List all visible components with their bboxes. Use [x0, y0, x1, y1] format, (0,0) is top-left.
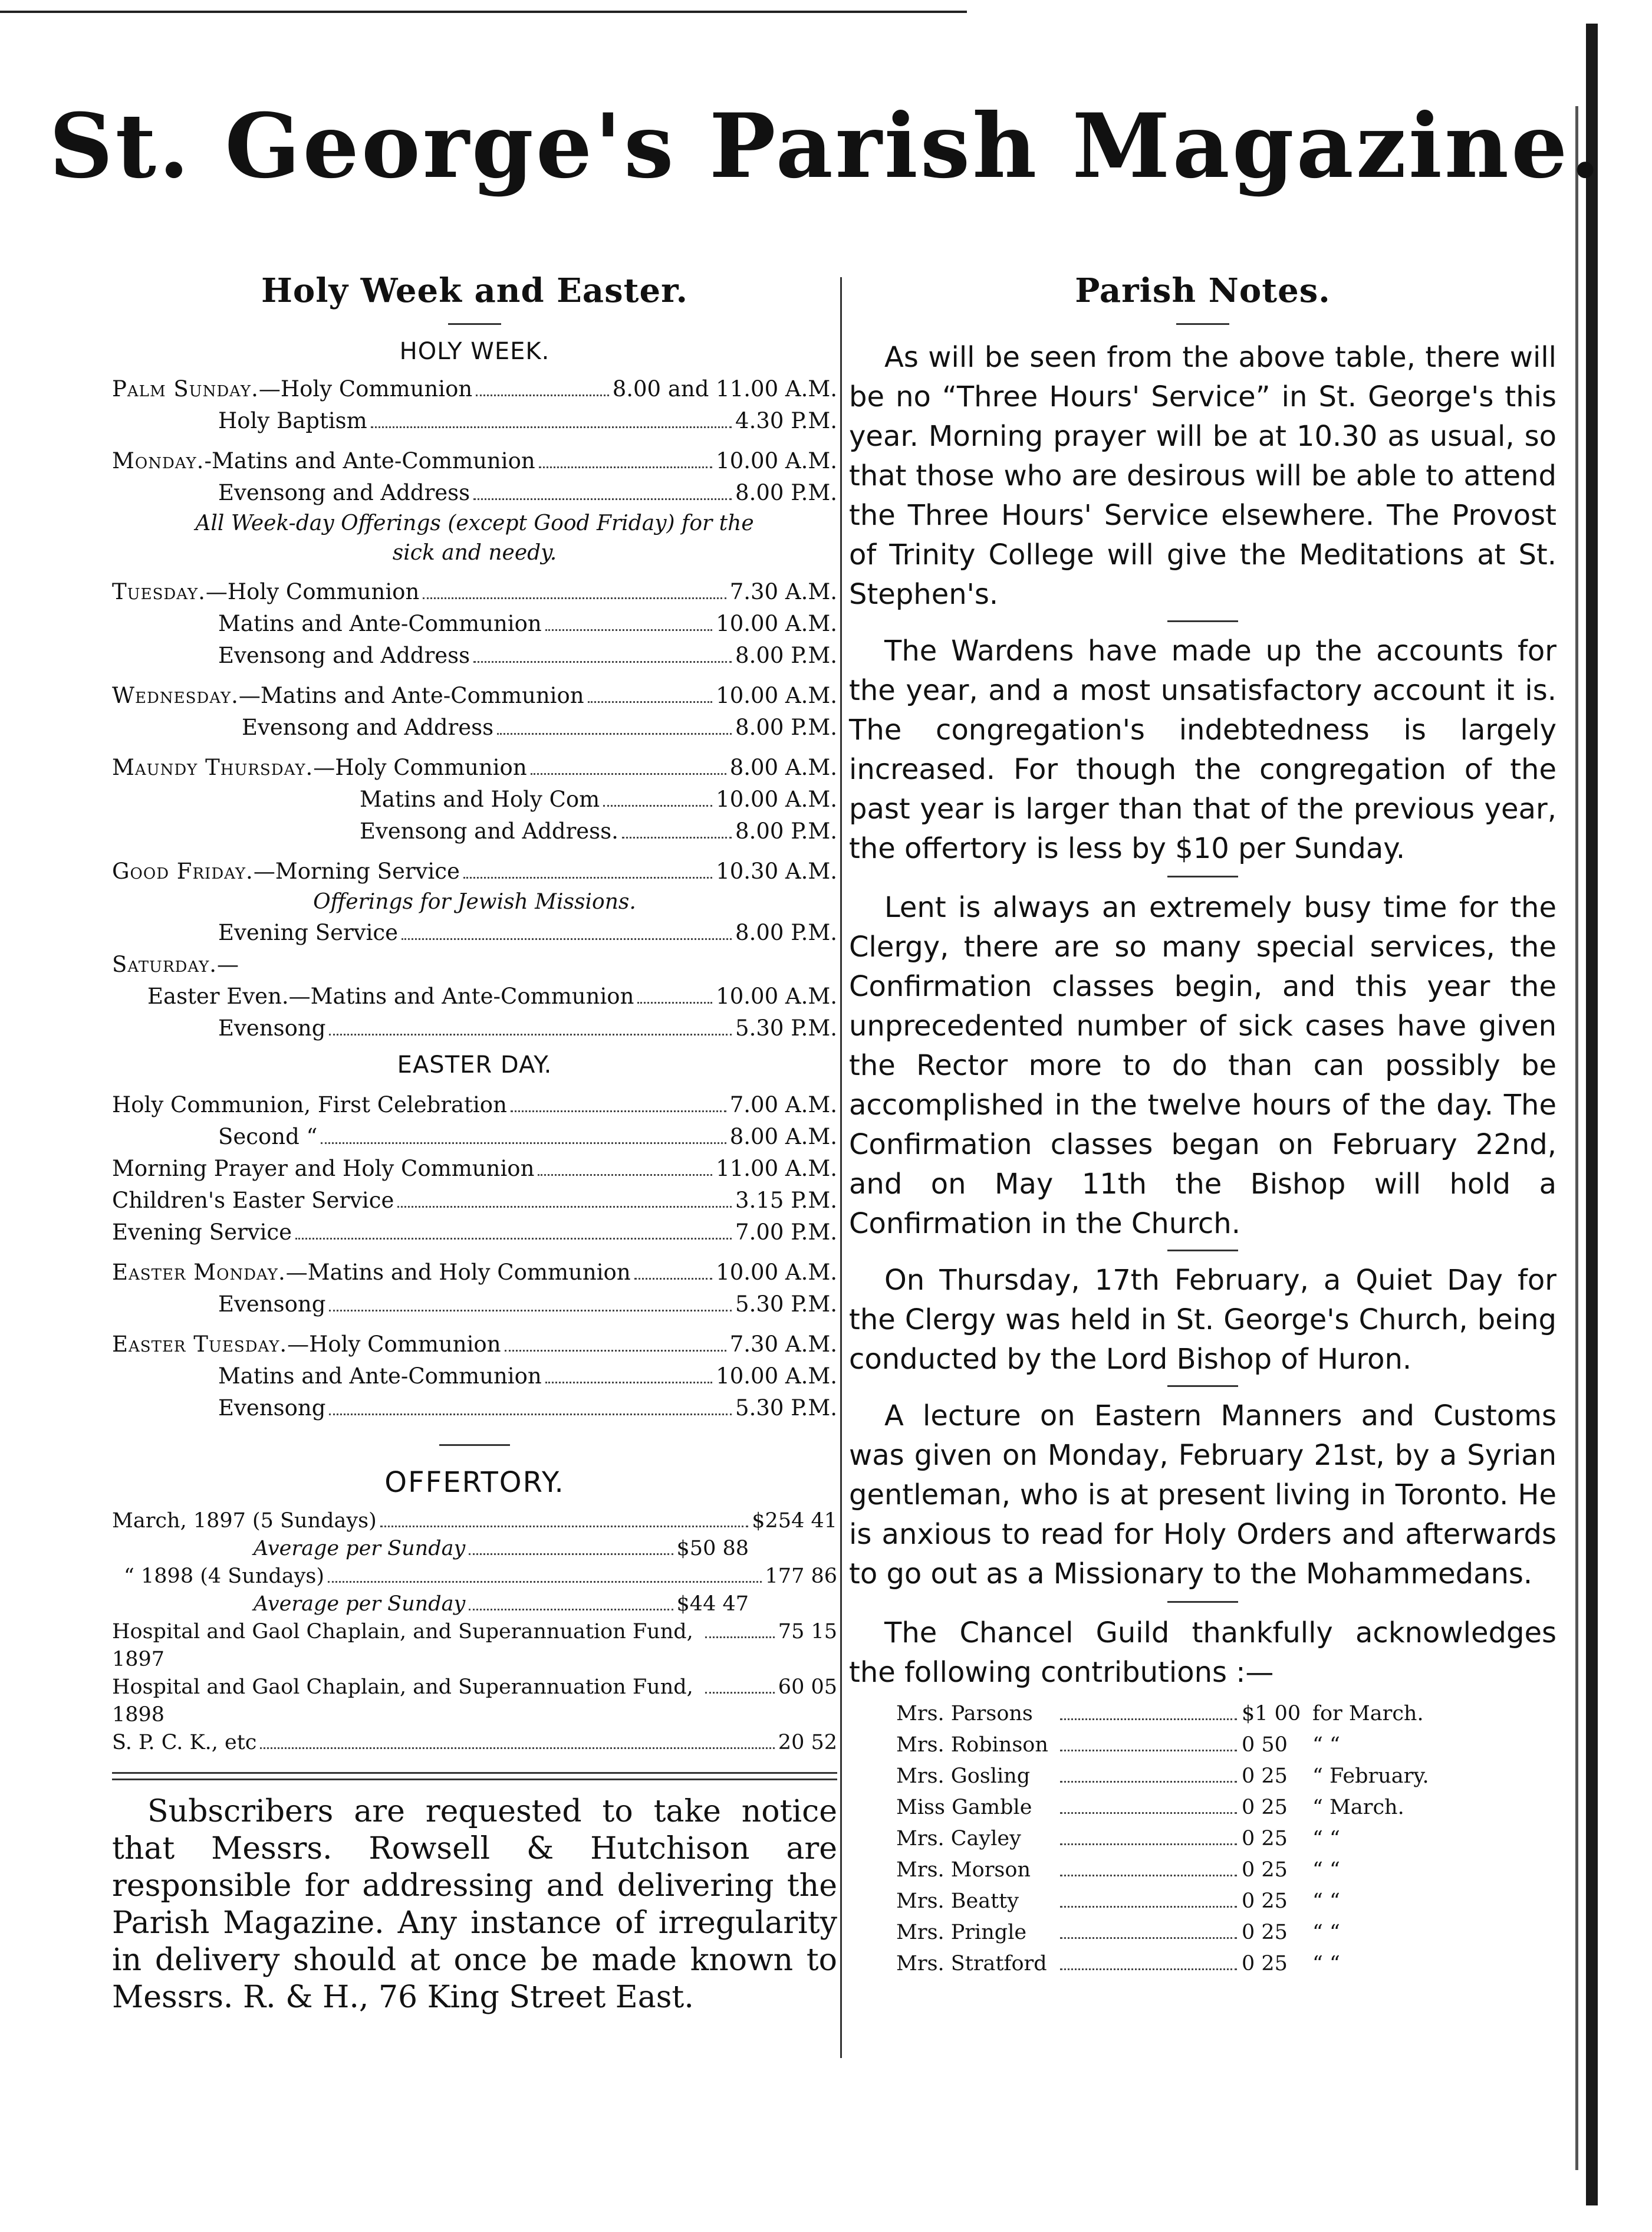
contribution-amount: 0 25 [1242, 1827, 1288, 1850]
leader-dots [476, 395, 608, 396]
rule [1176, 323, 1229, 325]
contribution-amount: 0 25 [1242, 1858, 1288, 1882]
schedule-row [112, 1153, 837, 1185]
leader-dots [505, 1350, 726, 1352]
contribution-row [896, 1823, 1556, 1855]
rule [1167, 876, 1238, 877]
leader-dots [1060, 1906, 1237, 1908]
service-time: 8.00 P.M. [735, 715, 837, 740]
double-rule [112, 1772, 837, 1780]
leader-dots [329, 1310, 732, 1311]
schedule-row [112, 1185, 837, 1217]
offertory-item: Average per Sunday [254, 1537, 466, 1560]
service-name: —Holy Communion [287, 1332, 501, 1357]
service-name: Morning Prayer and Holy Communion [112, 1156, 535, 1181]
leader-dots [1060, 1937, 1237, 1939]
leader-dots [329, 1414, 732, 1415]
day-label: Monday. [112, 448, 205, 474]
leader-dots [321, 1142, 726, 1144]
offertory-item: Hospital and Gaol Chaplain, and Superannuation Fund, 1898 [112, 1675, 693, 1727]
service-time: 10.30 A.M. [716, 859, 837, 884]
offertory-table [112, 1507, 837, 1757]
leader-dots [423, 597, 726, 599]
service-name: —Matins and Ante-Communion [238, 683, 584, 708]
leader-dots [1060, 1812, 1237, 1814]
leader-dots [497, 733, 732, 735]
schedule-row [112, 712, 837, 744]
service-time: 8.00 P.M. [735, 920, 837, 945]
offertory-amount: $254 41 [752, 1509, 837, 1533]
rule [1167, 1250, 1238, 1251]
leader-dots [1060, 1875, 1237, 1876]
contributor-name: Mrs. Robinson [896, 1733, 1048, 1757]
contribution-row [896, 1886, 1556, 1917]
leader-dots [402, 938, 732, 940]
offertory-row [112, 1563, 837, 1590]
contribution-row [896, 1761, 1556, 1792]
right-column [849, 271, 1556, 1980]
schedule-row [112, 1121, 837, 1153]
schedule-row [112, 1288, 837, 1320]
day-label: Maundy Thursday. [112, 755, 314, 780]
offertory-item: S. P. C. K., etc [112, 1731, 257, 1754]
leader-dots [473, 498, 732, 500]
contribution-amount: 0 25 [1242, 1796, 1288, 1819]
service-time: 8.00 A.M. [729, 755, 837, 780]
service-name: Matins and Ante-Communion [218, 1363, 542, 1389]
service-time: 8.00 A.M. [729, 1124, 837, 1149]
service-time: 10.00 A.M. [716, 1363, 837, 1389]
service-time: 8.00 P.M. [735, 480, 837, 505]
easter-day-title: EASTER DAY. [397, 1051, 552, 1079]
service-time: 11.00 A.M. [716, 1156, 837, 1181]
offertory-amount: $50 88 [676, 1537, 749, 1560]
service-name: Evensong [218, 1015, 326, 1041]
contributor-name: Mrs. Stratford [896, 1952, 1047, 1975]
schedule-row [112, 477, 837, 509]
contributor-name: Mrs. Pringle [896, 1921, 1027, 1944]
page-edge-line [1575, 106, 1578, 2170]
service-time: 8.00 and 11.00 A.M. [612, 376, 837, 402]
day-label: Good Friday. [112, 859, 254, 884]
leader-dots [1060, 1843, 1237, 1845]
service-name: Easter Even.—Matins and Ante-Communion [147, 984, 634, 1009]
service-time: 10.00 A.M. [716, 1260, 837, 1285]
service-name: Holy Baptism [218, 408, 367, 433]
jewish-missions-note: Offerings for Jewish Missions. [313, 890, 636, 914]
contribution-for: “ “ [1312, 1858, 1340, 1882]
schedule-row [112, 1329, 837, 1360]
schedule-row [112, 1392, 837, 1424]
note-paragraph: The Chancel Guild thankfully acknowledges the following contributions :— [849, 1616, 1556, 1689]
leader-dots [469, 1553, 673, 1555]
contribution-for: “ “ [1312, 1921, 1340, 1944]
contribution-row [896, 1948, 1556, 1980]
contributor-name: Miss Gamble [896, 1796, 1032, 1819]
offertory-row [112, 1729, 837, 1757]
schedule-row [112, 784, 837, 816]
contributor-name: Mrs. Morson [896, 1858, 1031, 1882]
offertory-title: OFFERTORY. [384, 1466, 565, 1499]
day-label: Saturday.— [112, 952, 240, 977]
leader-dots [1060, 1968, 1237, 1970]
service-name: Evening Service [112, 1219, 292, 1245]
service-name: Evensong [218, 1291, 326, 1317]
service-time: 8.00 P.M. [735, 818, 837, 844]
holy-week-heading: Holy Week and Easter. [261, 271, 688, 310]
leader-dots [588, 701, 713, 703]
contribution-amount: 0 25 [1242, 1889, 1288, 1913]
contribution-for: “ “ [1312, 1733, 1340, 1757]
service-time: 10.00 A.M. [716, 787, 837, 812]
offerings-note: All Week-day Offerings (except Good Friday) for the sick and needy. [195, 511, 754, 565]
service-time: 5.30 P.M. [735, 1395, 837, 1421]
offertory-row [112, 1674, 837, 1729]
leader-dots [603, 805, 712, 807]
offertory-amount: $44 47 [676, 1592, 749, 1616]
leader-dots [637, 1002, 712, 1004]
schedule-row [112, 1089, 837, 1121]
contributor-name: Mrs. Cayley [896, 1827, 1021, 1850]
service-time: 7.00 A.M. [729, 1092, 837, 1117]
leader-dots [545, 629, 712, 631]
rule [448, 323, 501, 325]
schedule-row [112, 445, 837, 477]
day-label: Easter Monday. [112, 1260, 286, 1285]
contribution-row [896, 1917, 1556, 1948]
offertory-row [112, 1535, 837, 1563]
service-name: —Holy Communion [205, 579, 420, 604]
service-time: 7.00 P.M. [735, 1219, 837, 1245]
top-rule [0, 11, 967, 13]
service-time: 7.30 A.M. [729, 579, 837, 604]
service-name: -Matins and Ante-Communion [204, 448, 535, 474]
contribution-amount: 0 25 [1242, 1921, 1288, 1944]
contribution-row [896, 1792, 1556, 1823]
page-edge-shadow [1586, 24, 1598, 2205]
offertory-row [112, 1618, 837, 1674]
schedule-row [112, 576, 837, 608]
note-paragraph: The Wardens have made up the accounts for the year, and a most unsatisfactory account it is. The congregation's indebtedness is largely increased. For though the congregation of the past year is larger than that of the previous year, the offertory is less by $10 per Sunday. [849, 635, 1556, 865]
leader-dots [622, 837, 732, 839]
leader-dots [295, 1238, 732, 1240]
service-time: 10.00 A.M. [716, 611, 837, 636]
offertory-item: “ 1898 (4 Sundays) [124, 1564, 324, 1588]
service-time: 10.00 A.M. [716, 448, 837, 474]
leader-dots [1060, 1781, 1237, 1783]
contribution-row [896, 1855, 1556, 1886]
leader-dots [328, 1581, 762, 1583]
service-name: —Morning Service [253, 859, 460, 884]
service-name: —Matins and Holy Communion [285, 1260, 631, 1285]
note-paragraph: Lent is always an extremely busy time for the Clergy, there are so many special services, the Confirmation classes begin, and this year the unprecedented number of sick cases have given the Rector more to do than can possibly be accomplished in the twelve hours of the day. The Confirmation classes began on February 22nd, and on May 11th the Bishop will hold a Confirmation in the Church. [849, 891, 1556, 1240]
leader-dots [538, 1174, 712, 1176]
contribution-amount: 0 25 [1242, 1764, 1288, 1788]
schedule-row [112, 917, 837, 949]
rule [1167, 1385, 1238, 1387]
leader-dots [260, 1747, 774, 1749]
schedule-row [112, 1360, 837, 1392]
offertory-item: Average per Sunday [254, 1592, 466, 1616]
service-time: 5.30 P.M. [735, 1291, 837, 1317]
schedule-row [112, 680, 837, 712]
service-name: Evensong and Address. [360, 818, 618, 844]
schedule-row [112, 608, 837, 640]
schedule-row [112, 640, 837, 672]
service-time: 8.00 P.M. [735, 643, 837, 668]
contributor-name: Mrs. Beatty [896, 1889, 1019, 1913]
leader-dots [473, 661, 732, 663]
contribution-for: for March. [1312, 1702, 1424, 1725]
service-name: Matins and Holy Com [360, 787, 600, 812]
leader-dots [634, 1278, 713, 1280]
service-time: 10.00 A.M. [716, 683, 837, 708]
service-name: Evensong and Address [218, 643, 470, 668]
schedule-row [112, 1217, 837, 1248]
service-name: Matins and Ante-Communion [218, 611, 542, 636]
offertory-row [112, 1590, 837, 1618]
holy-week-title: HOLY WEEK. [399, 338, 550, 365]
offertory-amount: 60 05 [778, 1675, 837, 1699]
contribution-row [896, 1730, 1556, 1761]
service-time: 3.15 P.M. [735, 1188, 837, 1213]
contribution-for: “ “ [1312, 1952, 1340, 1975]
contribution-for: “ “ [1312, 1889, 1340, 1913]
contributions-list [849, 1698, 1556, 1980]
column-divider [840, 277, 842, 2058]
service-name: Children's Easter Service [112, 1188, 394, 1213]
contribution-amount: $1 00 [1242, 1702, 1301, 1725]
leader-dots [705, 1692, 775, 1694]
day-label: Tuesday. [112, 579, 206, 604]
contribution-for: “ “ [1312, 1827, 1340, 1850]
service-name: Evensong [218, 1395, 326, 1421]
schedule-row [112, 1013, 837, 1044]
service-name: Evensong and Address [218, 480, 470, 505]
service-time: 5.30 P.M. [735, 1015, 837, 1041]
schedule-row [112, 816, 837, 847]
day-label: Easter Tuesday. [112, 1332, 288, 1357]
rule [1167, 1601, 1238, 1603]
service-name: —Holy Communion [313, 755, 527, 780]
leader-dots [531, 773, 726, 775]
service-name: Second “ [218, 1124, 318, 1149]
service-name: —Holy Communion [258, 376, 473, 402]
rule [439, 1444, 510, 1446]
note-paragraph: A lecture on Eastern Manners and Customs was given on Monday, February 21st, by a Syrian gentleman, who is at present living in Toronto. He is anxious to read for Holy Orders and afterwards to go out as a Missionary to the Mohammedans. [849, 1399, 1556, 1590]
masthead-title: St. George's Parish Magazine. [49, 94, 1603, 198]
subscribers-notice: Subscribers are requested to take notice that Messrs. Rowsell & Hutchison are responsible for addressing and delivering the Parish Magazine. Any instance of irregularity in delivery should at once be made known to Messrs. R. & H., 76 King Street East. [112, 1794, 837, 2015]
schedule-row [112, 752, 837, 784]
contribution-row [896, 1698, 1556, 1730]
left-column [112, 271, 837, 2016]
service-name: Evening Service [218, 920, 399, 945]
offertory-amount: 20 52 [778, 1731, 837, 1754]
schedule-row [112, 405, 837, 437]
contribution-for: “ February. [1312, 1764, 1429, 1788]
schedule-row [112, 949, 837, 981]
contribution-for: “ March. [1312, 1796, 1404, 1819]
note-paragraph: As will be seen from the above table, there will be no “Three Hours' Service” in St. George's this year. Morning prayer will be at 10.30 as usual, so that those who are desirous will be able to attend the Three Hours' Service elsewhere. The Provost of Trinity College will give the Meditations at St. Stephen's. [849, 341, 1556, 611]
note-paragraph: On Thursday, 17th February, a Quiet Day for the Clergy was held in St. George's Church, being conducted by the Lord Bishop of Huron. [849, 1264, 1556, 1376]
leader-dots [1060, 1718, 1237, 1720]
contributor-name: Mrs. Parsons [896, 1702, 1033, 1725]
schedule-row [112, 1257, 837, 1288]
service-time: 4.30 P.M. [735, 408, 837, 433]
leader-dots [539, 466, 713, 468]
rule [1167, 620, 1238, 622]
schedule-row [112, 981, 837, 1013]
leader-dots [705, 1636, 775, 1638]
service-time: 10.00 A.M. [716, 984, 837, 1009]
contribution-amount: 0 50 [1242, 1733, 1288, 1757]
holy-week-schedule [112, 373, 837, 1424]
contributor-name: Mrs. Gosling [896, 1764, 1031, 1788]
leader-dots [1060, 1750, 1237, 1751]
service-name: Holy Communion, First Celebration [112, 1092, 507, 1117]
offertory-amount: 75 15 [778, 1620, 837, 1643]
schedule-row [112, 856, 837, 887]
leader-dots [545, 1382, 712, 1383]
leader-dots [463, 877, 712, 879]
leader-dots [469, 1609, 673, 1610]
service-time: 7.30 A.M. [729, 1332, 837, 1357]
leader-dots [329, 1034, 732, 1036]
parish-notes-heading: Parish Notes. [1075, 271, 1331, 310]
offertory-item: March, 1897 (5 Sundays) [112, 1509, 377, 1533]
leader-dots [380, 1526, 748, 1527]
schedule-row [112, 373, 837, 405]
leader-dots [397, 1206, 732, 1208]
day-label: Palm Sunday. [112, 376, 259, 402]
leader-dots [371, 426, 732, 428]
contribution-amount: 0 25 [1242, 1952, 1288, 1975]
offertory-item: Hospital and Gaol Chaplain, and Superannuation Fund, 1897 [112, 1620, 693, 1671]
service-name: Evensong and Address [242, 715, 494, 740]
offertory-amount: 177 86 [765, 1564, 837, 1588]
leader-dots [511, 1110, 726, 1112]
day-label: Wednesday. [112, 683, 239, 708]
offertory-row [112, 1507, 837, 1535]
